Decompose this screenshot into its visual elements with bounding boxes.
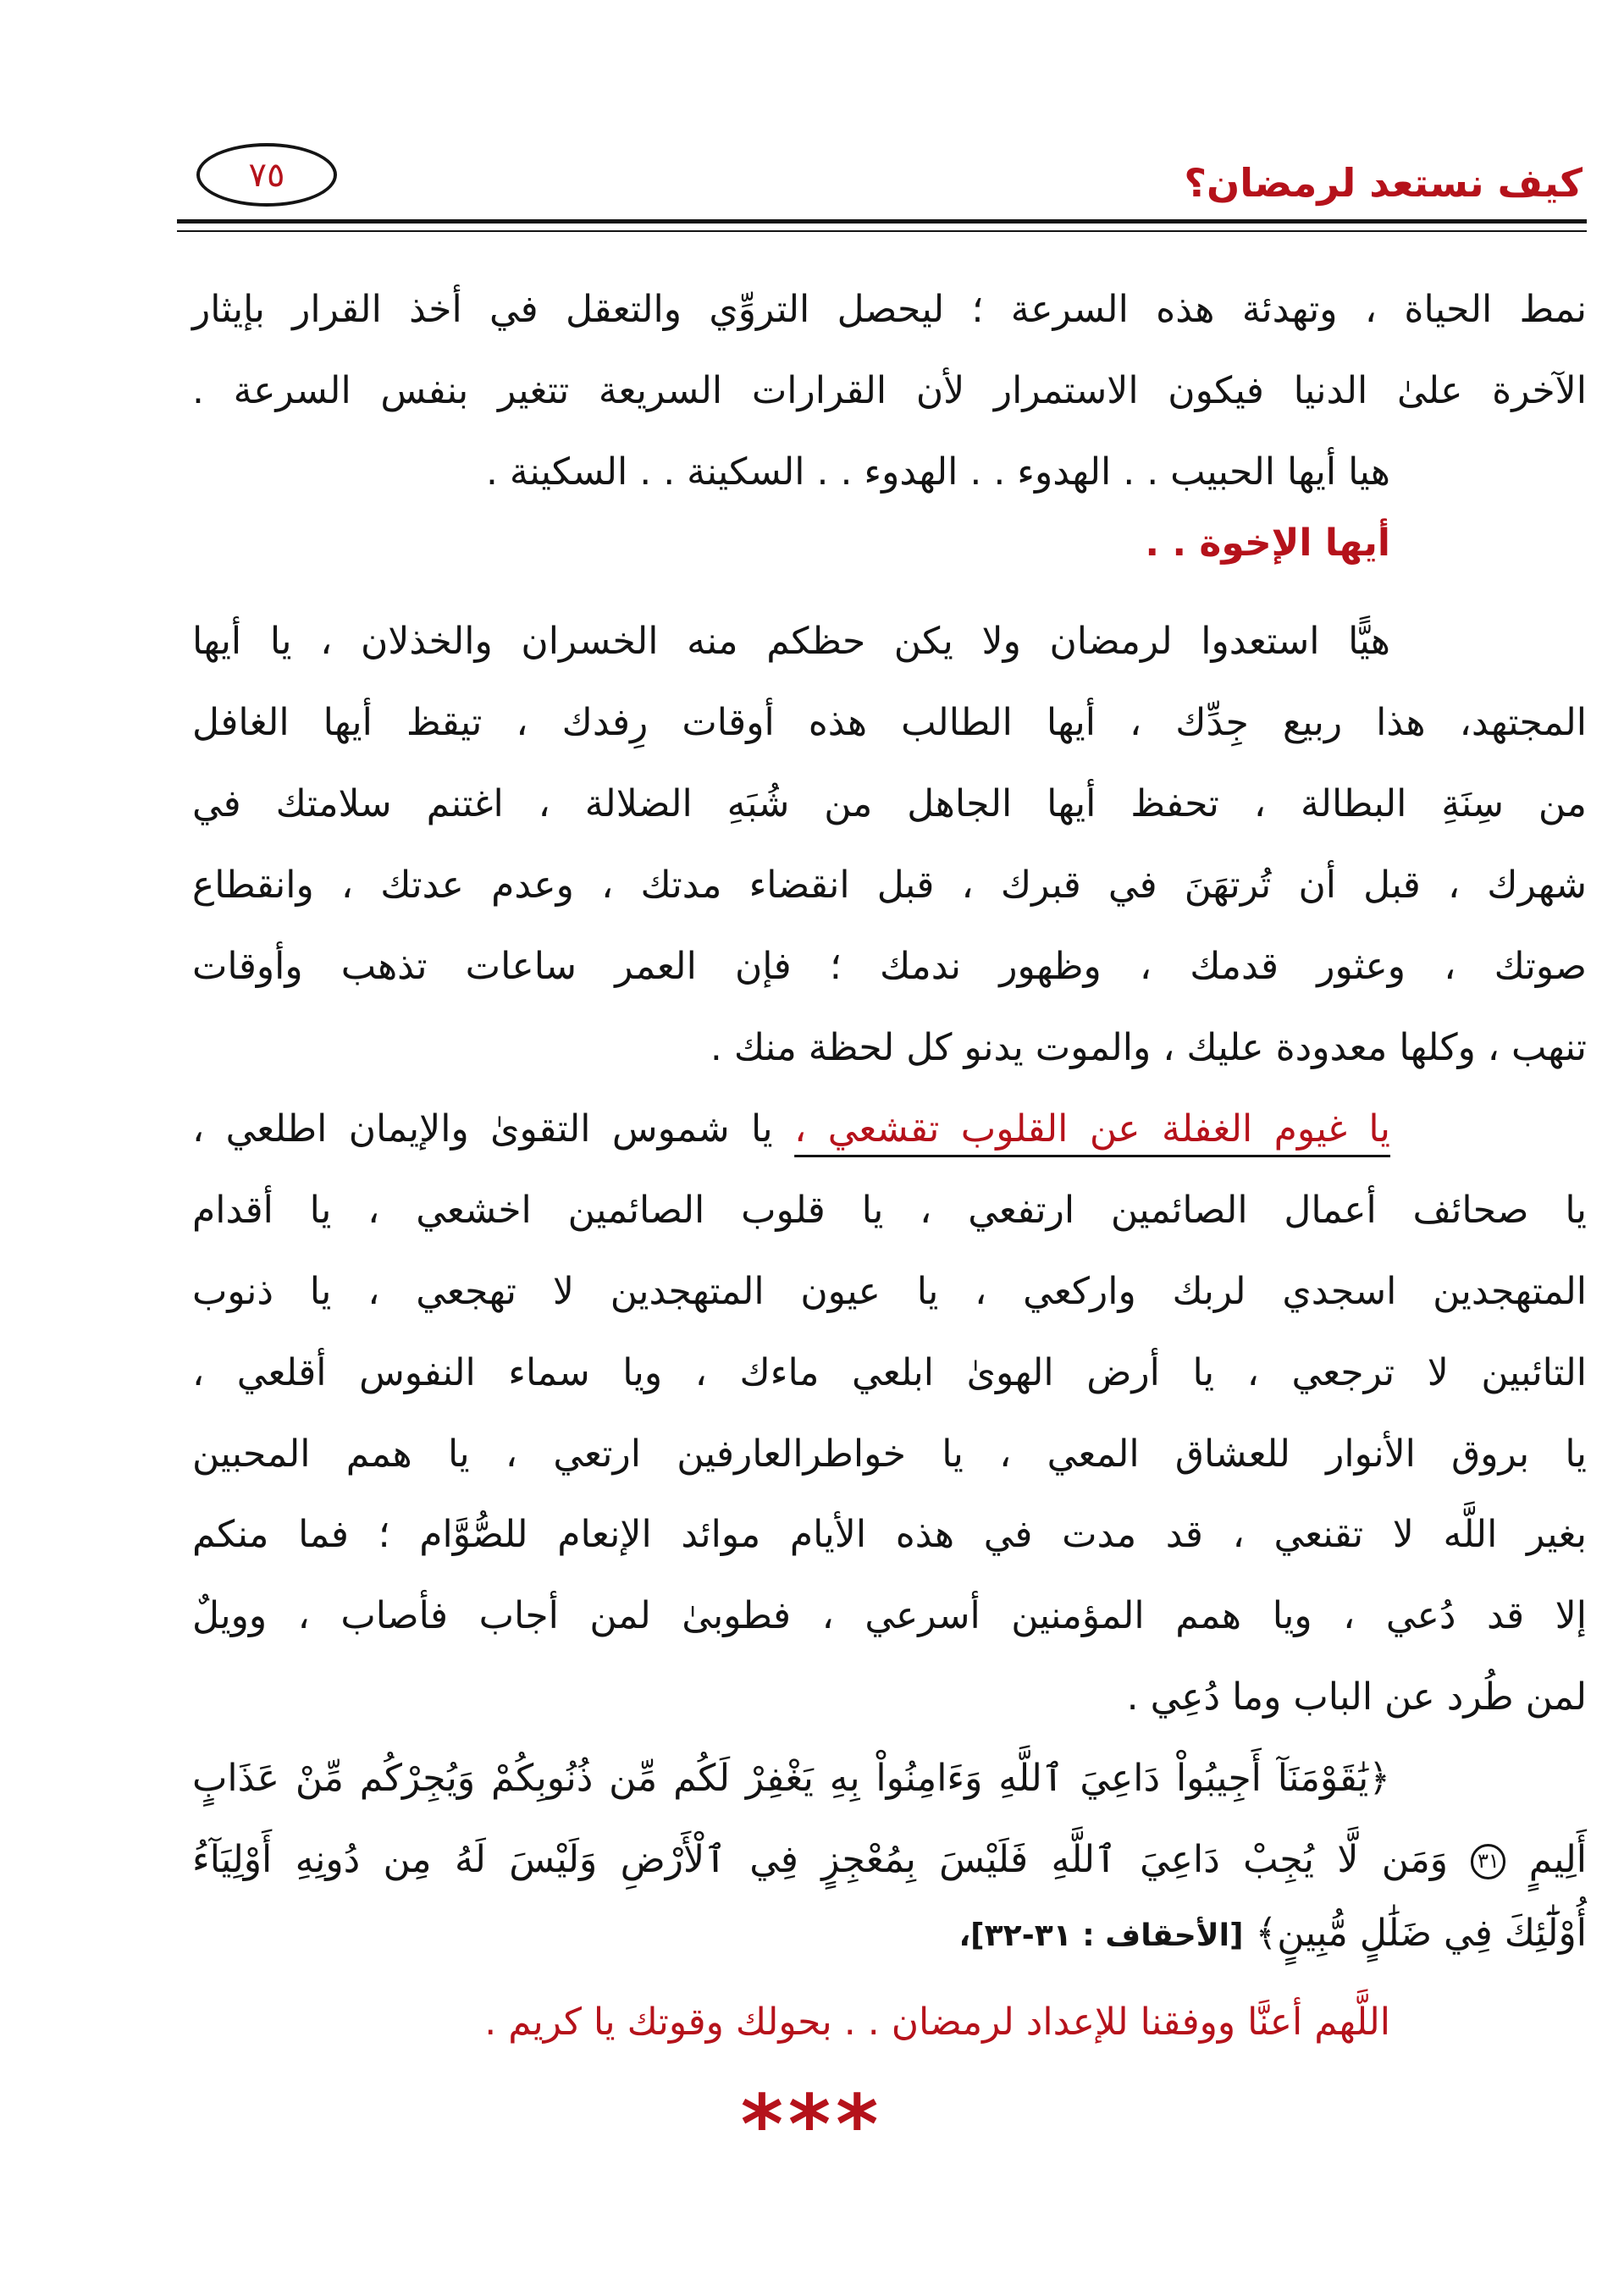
closing-prayer-text: اللَّهم أعنَّا ووفقنا للإعداد لرمضان . . بحولك وقوتك يا كريم . <box>484 2001 1390 2044</box>
body-line-text: التائبين لا ترجعي ، يا أرض الهوىٰ ابلعي ماءك ، ويا سماء النفوس أقلعي ، <box>192 1351 1587 1394</box>
section-heading-text: أيها الإخوة . . <box>1145 522 1390 565</box>
body-line-text: بغير اللَّه لا تقنعي ، قد مدت في هذه الأيام موائد الإنعام للصُّوَّام ؛ فما منكم <box>192 1513 1587 1556</box>
body-line <box>192 1494 1587 1576</box>
ayah-number: ٣١ <box>1477 1849 1500 1874</box>
verse-ending: أُوْلَٰٓئِكَ فِي ضَلَٰلٍ مُّبِينٍ﴾ <box>1255 1912 1587 1955</box>
header-rule-thick <box>177 219 1587 224</box>
body-line <box>192 1576 1587 1657</box>
ayah-number-marker <box>1471 1844 1505 1879</box>
verse-text <box>958 1912 1587 1955</box>
body-line-text: إلا قد دُعي ، ويا همم المؤمنين أسرعي ، فطوبىٰ لمن أجاب فأصاب ، وويلٌ <box>192 1594 1587 1637</box>
body-line <box>192 1170 1587 1251</box>
page-number: ٧٥ <box>248 155 285 195</box>
call-rest: يا شموس التقوىٰ والإيمان اطلعي ، <box>192 1107 773 1151</box>
body-line <box>192 1414 1587 1495</box>
header-rule-thin <box>177 230 1587 232</box>
body-line <box>192 1333 1587 1414</box>
running-head-title: كيف نستعد لرمضان؟ <box>1184 160 1583 206</box>
body-line <box>192 682 1587 764</box>
body-line-text: المجتهد، هذا ربيع جِدِّك ، أيها الطالب هذه أوقات رِفدك ، تيقظ أيها الغافل <box>192 701 1587 744</box>
verse-reference: [الأحقاف : ٣١-٣٢]، <box>958 1918 1244 1953</box>
body-line-text <box>192 1107 1390 1151</box>
calm-line <box>192 432 1390 513</box>
body-line-text: لمن طُرد عن الباب وما دُعِي . <box>1126 1675 1587 1719</box>
body-line <box>192 601 1390 682</box>
highlighted-call: يا غيوم الغفلة عن القلوب تقشعي ، <box>794 1107 1390 1151</box>
body-line-text: هيًّا استعدوا لرمضان ولا يكن حظكم منه الخسران والخذلان ، يا أيها <box>192 620 1390 663</box>
body-line <box>192 1007 1587 1089</box>
body-line <box>192 1657 1587 1738</box>
body-line-text: صوتك ، وعثور قدمك ، وظهور ندمك ؛ فإن العمر ساعات تذهب وأوقات <box>192 945 1587 988</box>
body-line-text: الآخرة علىٰ الدنيا فيكون الاستمرار لأن القرارات السريعة تتغير بنفس السرعة . <box>192 369 1587 412</box>
body-line <box>192 1251 1587 1333</box>
body-line-text: شهرك ، قبل أن تُرتهَنَ في قبرك ، قبل انقضاء مدتك ، وعدم عدتك ، وانقطاع <box>192 864 1587 907</box>
verse-text <box>192 1838 1587 1881</box>
body-line <box>192 269 1587 350</box>
calm-line-text: هيا أيها الحبيب . . الهدوء . . الهدوء . . السكينة . . السكينة . <box>485 450 1390 494</box>
body-line-text: من سِنَةِ البطالة ، تحفظ أيها الجاهل من شُبَهِ الضلالة ، اغتنم سلامتك في <box>192 782 1587 825</box>
verse-line <box>192 1819 1587 1901</box>
body-line-text: يا بروق الأنوار للعشاق المعي ، يا خواطرالعارفين ارتعي ، يا همم المحبين <box>192 1432 1587 1476</box>
body-line <box>192 764 1587 845</box>
verse-line <box>192 1893 1587 1974</box>
body-line-text: يا صحائف أعمال الصائمين ارتفعي ، يا قلوب الصائمين اخشعي ، يا أقدام <box>192 1189 1587 1232</box>
verse-continuation: وَمَن لَّا يُجِبْ دَاعِيَ ٱللَّهِ فَلَيْسَ بِمُعْجِزٍ فِي ٱلْأَرْضِ وَلَيْسَ لَهُ مِن دُونِهِ أَوْلِيَآءُ <box>192 1838 1449 1881</box>
section-separator: *** <box>740 2078 884 2172</box>
verse-word: أَلِيمٍ <box>1528 1838 1587 1881</box>
body-line <box>192 845 1587 926</box>
body-line <box>192 350 1587 432</box>
page-number-oval <box>196 143 337 207</box>
body-line <box>192 1089 1390 1170</box>
body-line <box>192 926 1587 1007</box>
body-line-text: المتهجدين اسجدي لربك واركعي ، يا عيون المتهجدين لا تهجعي ، يا ذنوب <box>192 1270 1587 1313</box>
verse-text: ﴿يَٰقَوْمَنَآ أَجِيبُواْ دَاعِيَ ٱللَّهِ وَءَامِنُواْ بِهِ يَغْفِرْ لَكُم مِّن ذُنُوبِكُمْ وَيُجِرْكُم مِّنْ عَذَابٍ <box>192 1757 1390 1800</box>
closing-prayer <box>192 1982 1390 2063</box>
body-line-text: نمط الحياة ، وتهدئة هذه السرعة ؛ ليحصل التروِّي والتعقل في أخذ القرار بإيثار <box>192 288 1587 331</box>
verse-line <box>192 1738 1390 1819</box>
body-line-text: تنهب ، وكلها معدودة عليك ، والموت يدنو كل لحظة منك . <box>710 1026 1587 1069</box>
section-heading <box>192 503 1390 584</box>
